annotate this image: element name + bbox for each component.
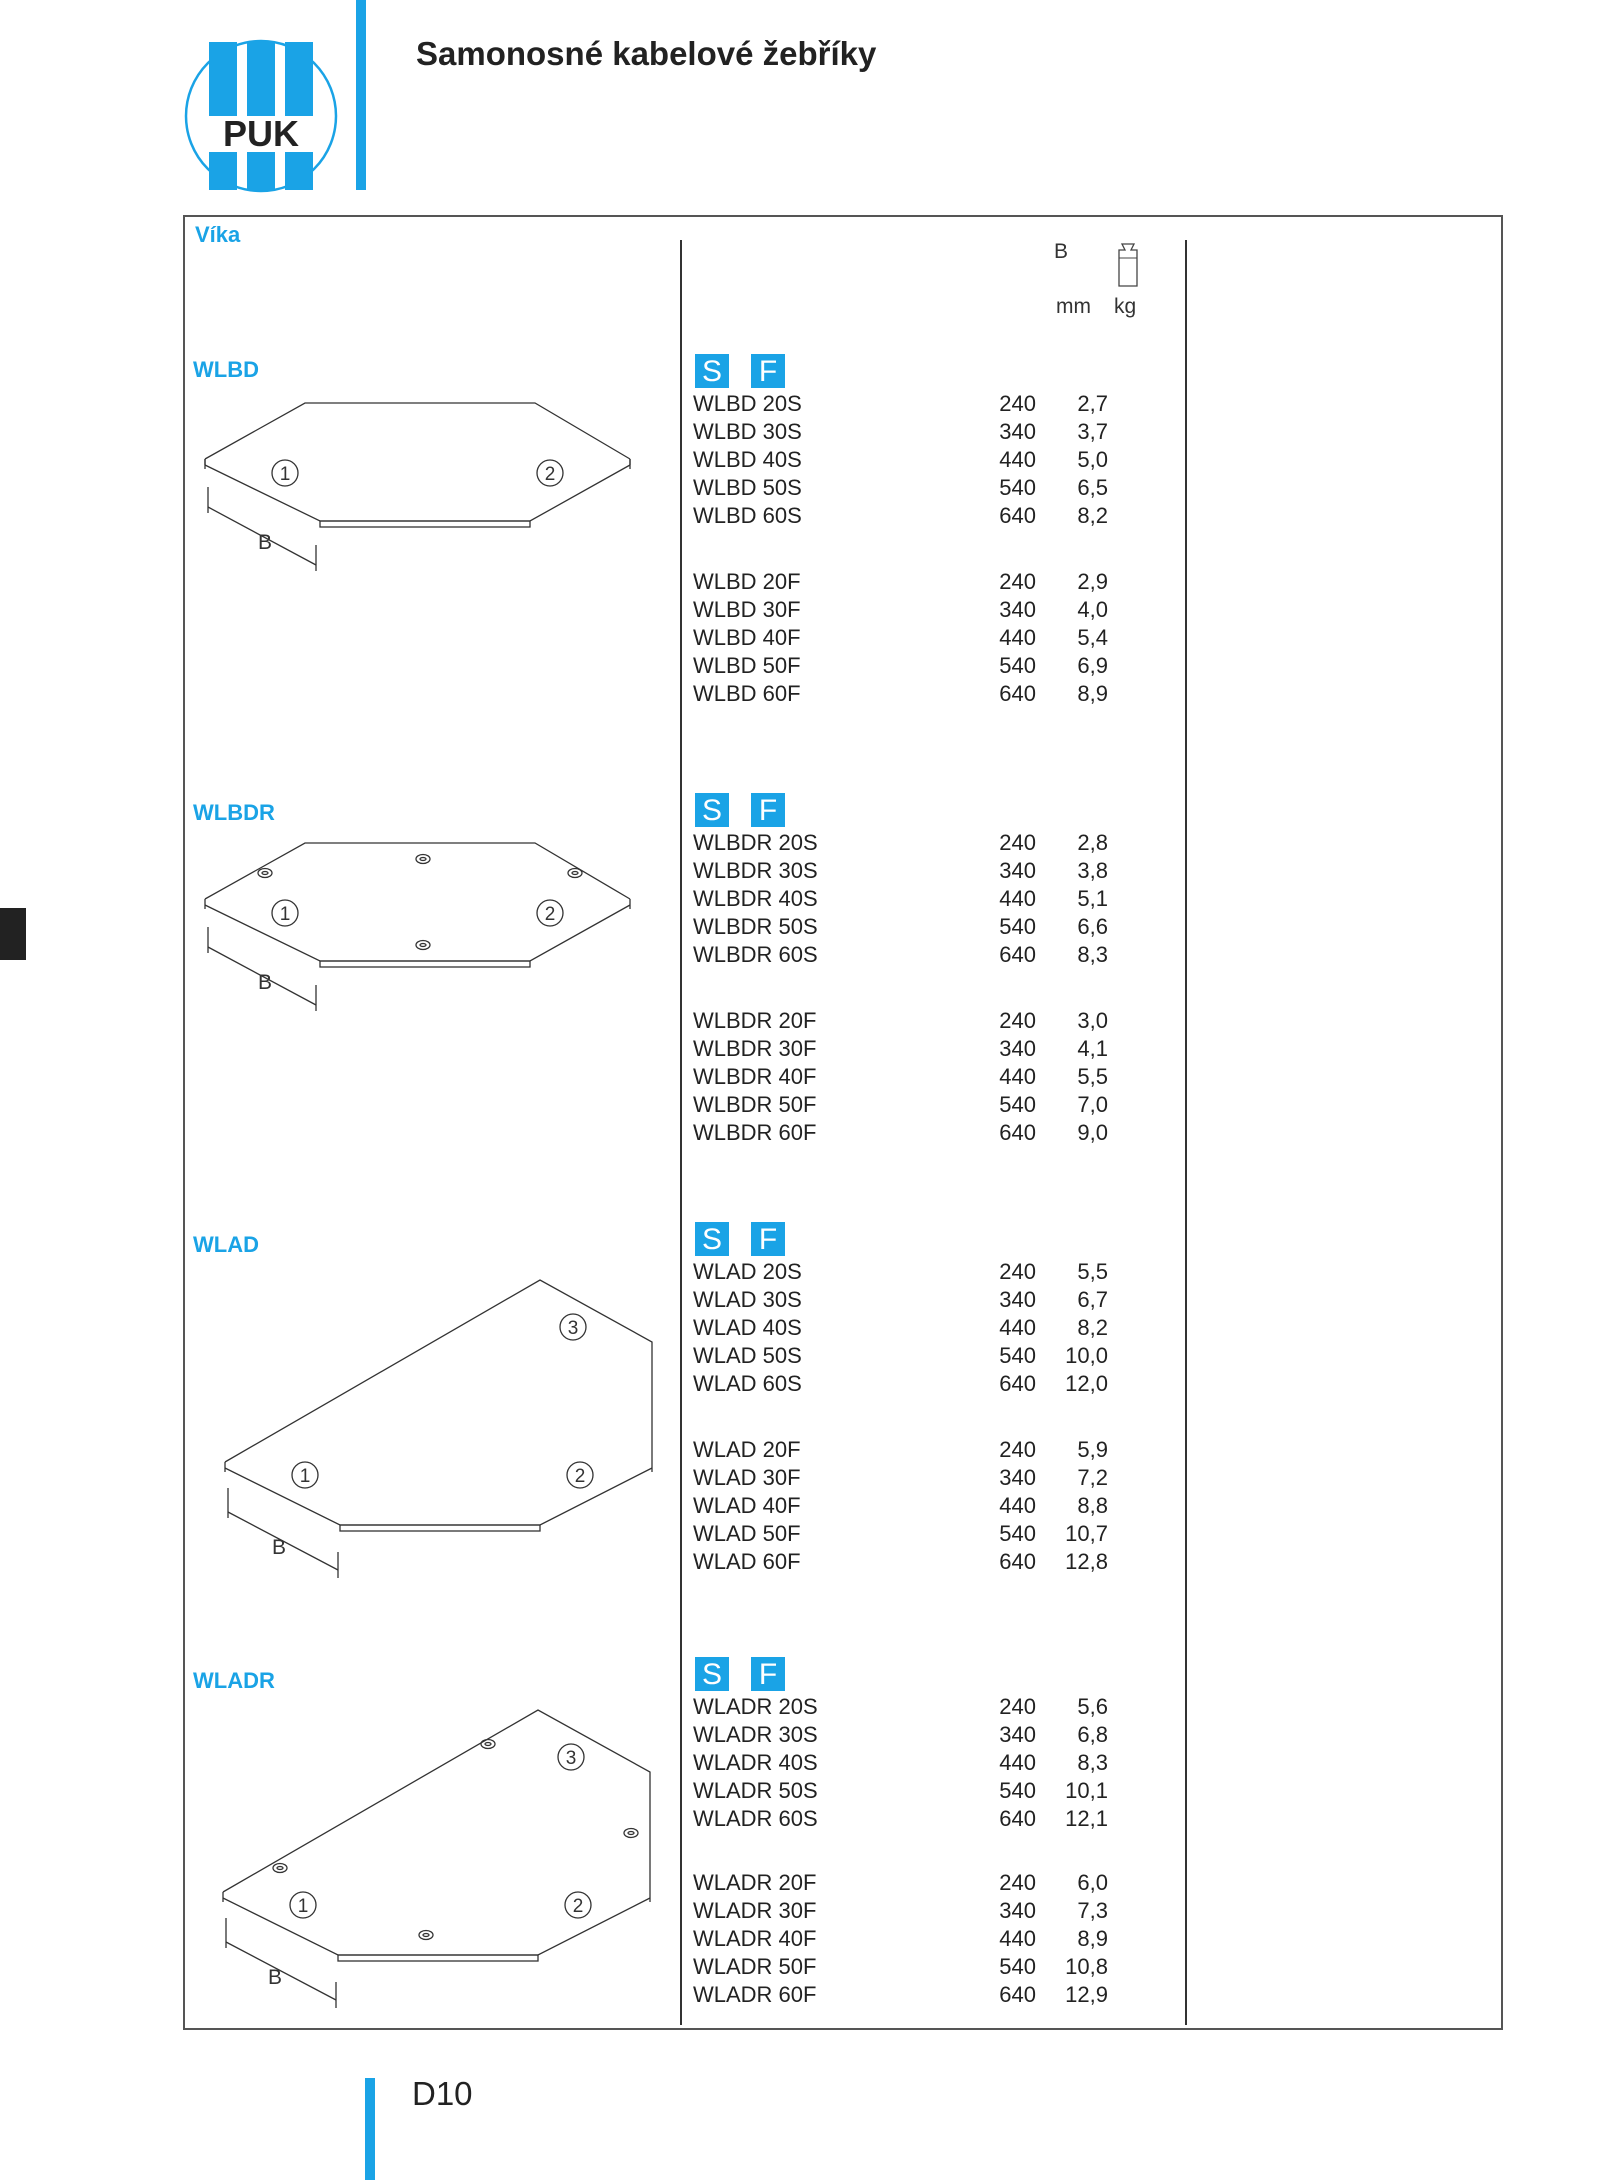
table-row: WLADR 20S 240 5,6	[693, 1694, 1108, 1719]
table-row: WLBDR 20S 240 2,8	[693, 830, 1108, 855]
table-row: WLAD 30F 340 7,2	[693, 1465, 1108, 1490]
table-row: WLBD 40F 440 5,4	[693, 625, 1108, 650]
table-row: WLBDR 60S 640 8,3	[693, 942, 1108, 967]
callout-number: 1	[299, 1466, 311, 1487]
table-row: WLADR 60S 640 12,1	[693, 1806, 1108, 1831]
badge-s: S	[695, 1222, 729, 1256]
header-accent-bar	[356, 0, 366, 190]
table-row: WLADR 40F 440 8,9	[693, 1926, 1108, 1951]
callout-number: 2	[572, 1896, 584, 1917]
callout-number: 1	[279, 904, 291, 925]
table-row: WLBDR 50S 540 6,6	[693, 914, 1108, 939]
table-row: WLAD 50S 540 10,0	[693, 1343, 1108, 1368]
dimension-label: B	[258, 971, 273, 994]
column-header-mm: mm	[1056, 295, 1091, 318]
table-row: WLADR 30S 340 6,8	[693, 1722, 1108, 1747]
badge-f: F	[751, 1222, 785, 1256]
product-label: WLBDR	[193, 800, 275, 825]
table-row: WLBD 60S 640 8,2	[693, 503, 1108, 528]
spec-table	[680, 391, 1140, 709]
badge-s: S	[695, 793, 729, 827]
table-row: WLAD 60S 640 12,0	[693, 1371, 1108, 1396]
table-row: WLAD 60F 640 12,8	[693, 1549, 1108, 1574]
table-row: WLBDR 50F 540 7,0	[693, 1092, 1108, 1117]
table-row: WLAD 20S 240 5,5	[693, 1259, 1108, 1284]
material-badges	[695, 1657, 785, 1691]
badge-f: F	[751, 354, 785, 388]
table-row: WLBDR 40F 440 5,5	[693, 1064, 1108, 1089]
badge-f: F	[751, 1657, 785, 1691]
table-row: WLBDR 40S 440 5,1	[693, 886, 1108, 911]
callout-number: 2	[544, 904, 556, 925]
table-row: WLBD 30S 340 3,7	[693, 419, 1108, 444]
column-divider	[1185, 240, 1187, 2025]
cover-drawing-wlbd	[200, 395, 640, 575]
table-row: WLBD 40S 440 5,0	[693, 447, 1108, 472]
table-row: WLAD 50F 540 10,7	[693, 1521, 1108, 1546]
table-row: WLBDR 30S 340 3,8	[693, 858, 1108, 883]
column-header-kg: kg	[1114, 295, 1137, 318]
table-row: WLADR 60F 640 12,9	[693, 1982, 1108, 2007]
table-row: WLAD 40F 440 8,8	[693, 1493, 1108, 1518]
footer-accent-bar	[365, 2078, 375, 2180]
product-label: WLBD	[193, 357, 259, 382]
callout-number: 2	[574, 1466, 586, 1487]
section-label: Víka	[195, 222, 241, 247]
dimension-label: B	[268, 1966, 283, 1989]
spec-table	[680, 1259, 1140, 1577]
table-row: WLBD 50F 540 6,9	[693, 653, 1108, 678]
material-badges	[695, 1222, 785, 1256]
table-row: WLAD 20F 240 5,9	[693, 1437, 1108, 1462]
weight-icon	[1113, 242, 1143, 288]
dimension-label: B	[272, 1536, 287, 1559]
callout-number: 1	[297, 1896, 309, 1917]
table-row: WLAD 40S 440 8,2	[693, 1315, 1108, 1340]
table-row: WLADR 30F 340 7,3	[693, 1898, 1108, 1923]
page-title: Samonosné kabelové žebříky	[416, 35, 877, 72]
spec-table	[680, 1694, 1140, 2010]
callout-number: 1	[279, 464, 291, 485]
table-row: WLADR 50S 540 10,1	[693, 1778, 1108, 1803]
page-number: D10	[412, 2075, 473, 2112]
material-badges	[695, 793, 785, 827]
product-label: WLADR	[193, 1668, 275, 1693]
table-row: WLBD 20S 240 2,7	[693, 391, 1108, 416]
table-row: WLBD 60F 640 8,9	[693, 681, 1108, 706]
table-row: WLBDR 60F 640 9,0	[693, 1120, 1108, 1145]
material-badges	[695, 354, 785, 388]
table-row: WLAD 30S 340 6,7	[693, 1287, 1108, 1312]
table-row: WLADR 20F 240 6,0	[693, 1870, 1108, 1895]
badge-f: F	[751, 793, 785, 827]
table-row: WLBD 50S 540 6,5	[693, 475, 1108, 500]
spec-table	[680, 830, 1140, 1148]
column-header-b: B	[1054, 240, 1069, 263]
logo-text: PUK	[222, 113, 300, 154]
callout-number: 3	[565, 1748, 577, 1769]
table-row: WLBDR 20F 240 3,0	[693, 1008, 1108, 1033]
cover-drawing-wladr	[218, 1700, 658, 2010]
callout-number: 3	[567, 1318, 579, 1339]
product-label: WLAD	[193, 1232, 259, 1257]
table-row: WLADR 50F 540 10,8	[693, 1954, 1108, 1979]
table-row: WLBD 30F 340 4,0	[693, 597, 1108, 622]
cover-drawing-wlbdr	[200, 835, 640, 1015]
badge-s: S	[695, 1657, 729, 1691]
dimension-label: B	[258, 531, 273, 554]
callout-number: 2	[544, 464, 556, 485]
table-row: WLADR 40S 440 8,3	[693, 1750, 1108, 1775]
cover-drawing-wlad	[220, 1270, 660, 1580]
puk-logo	[183, 38, 339, 194]
edge-tab-marker	[0, 908, 26, 960]
table-row: WLBD 20F 240 2,9	[693, 569, 1108, 594]
badge-s: S	[695, 354, 729, 388]
table-row: WLBDR 30F 340 4,1	[693, 1036, 1108, 1061]
